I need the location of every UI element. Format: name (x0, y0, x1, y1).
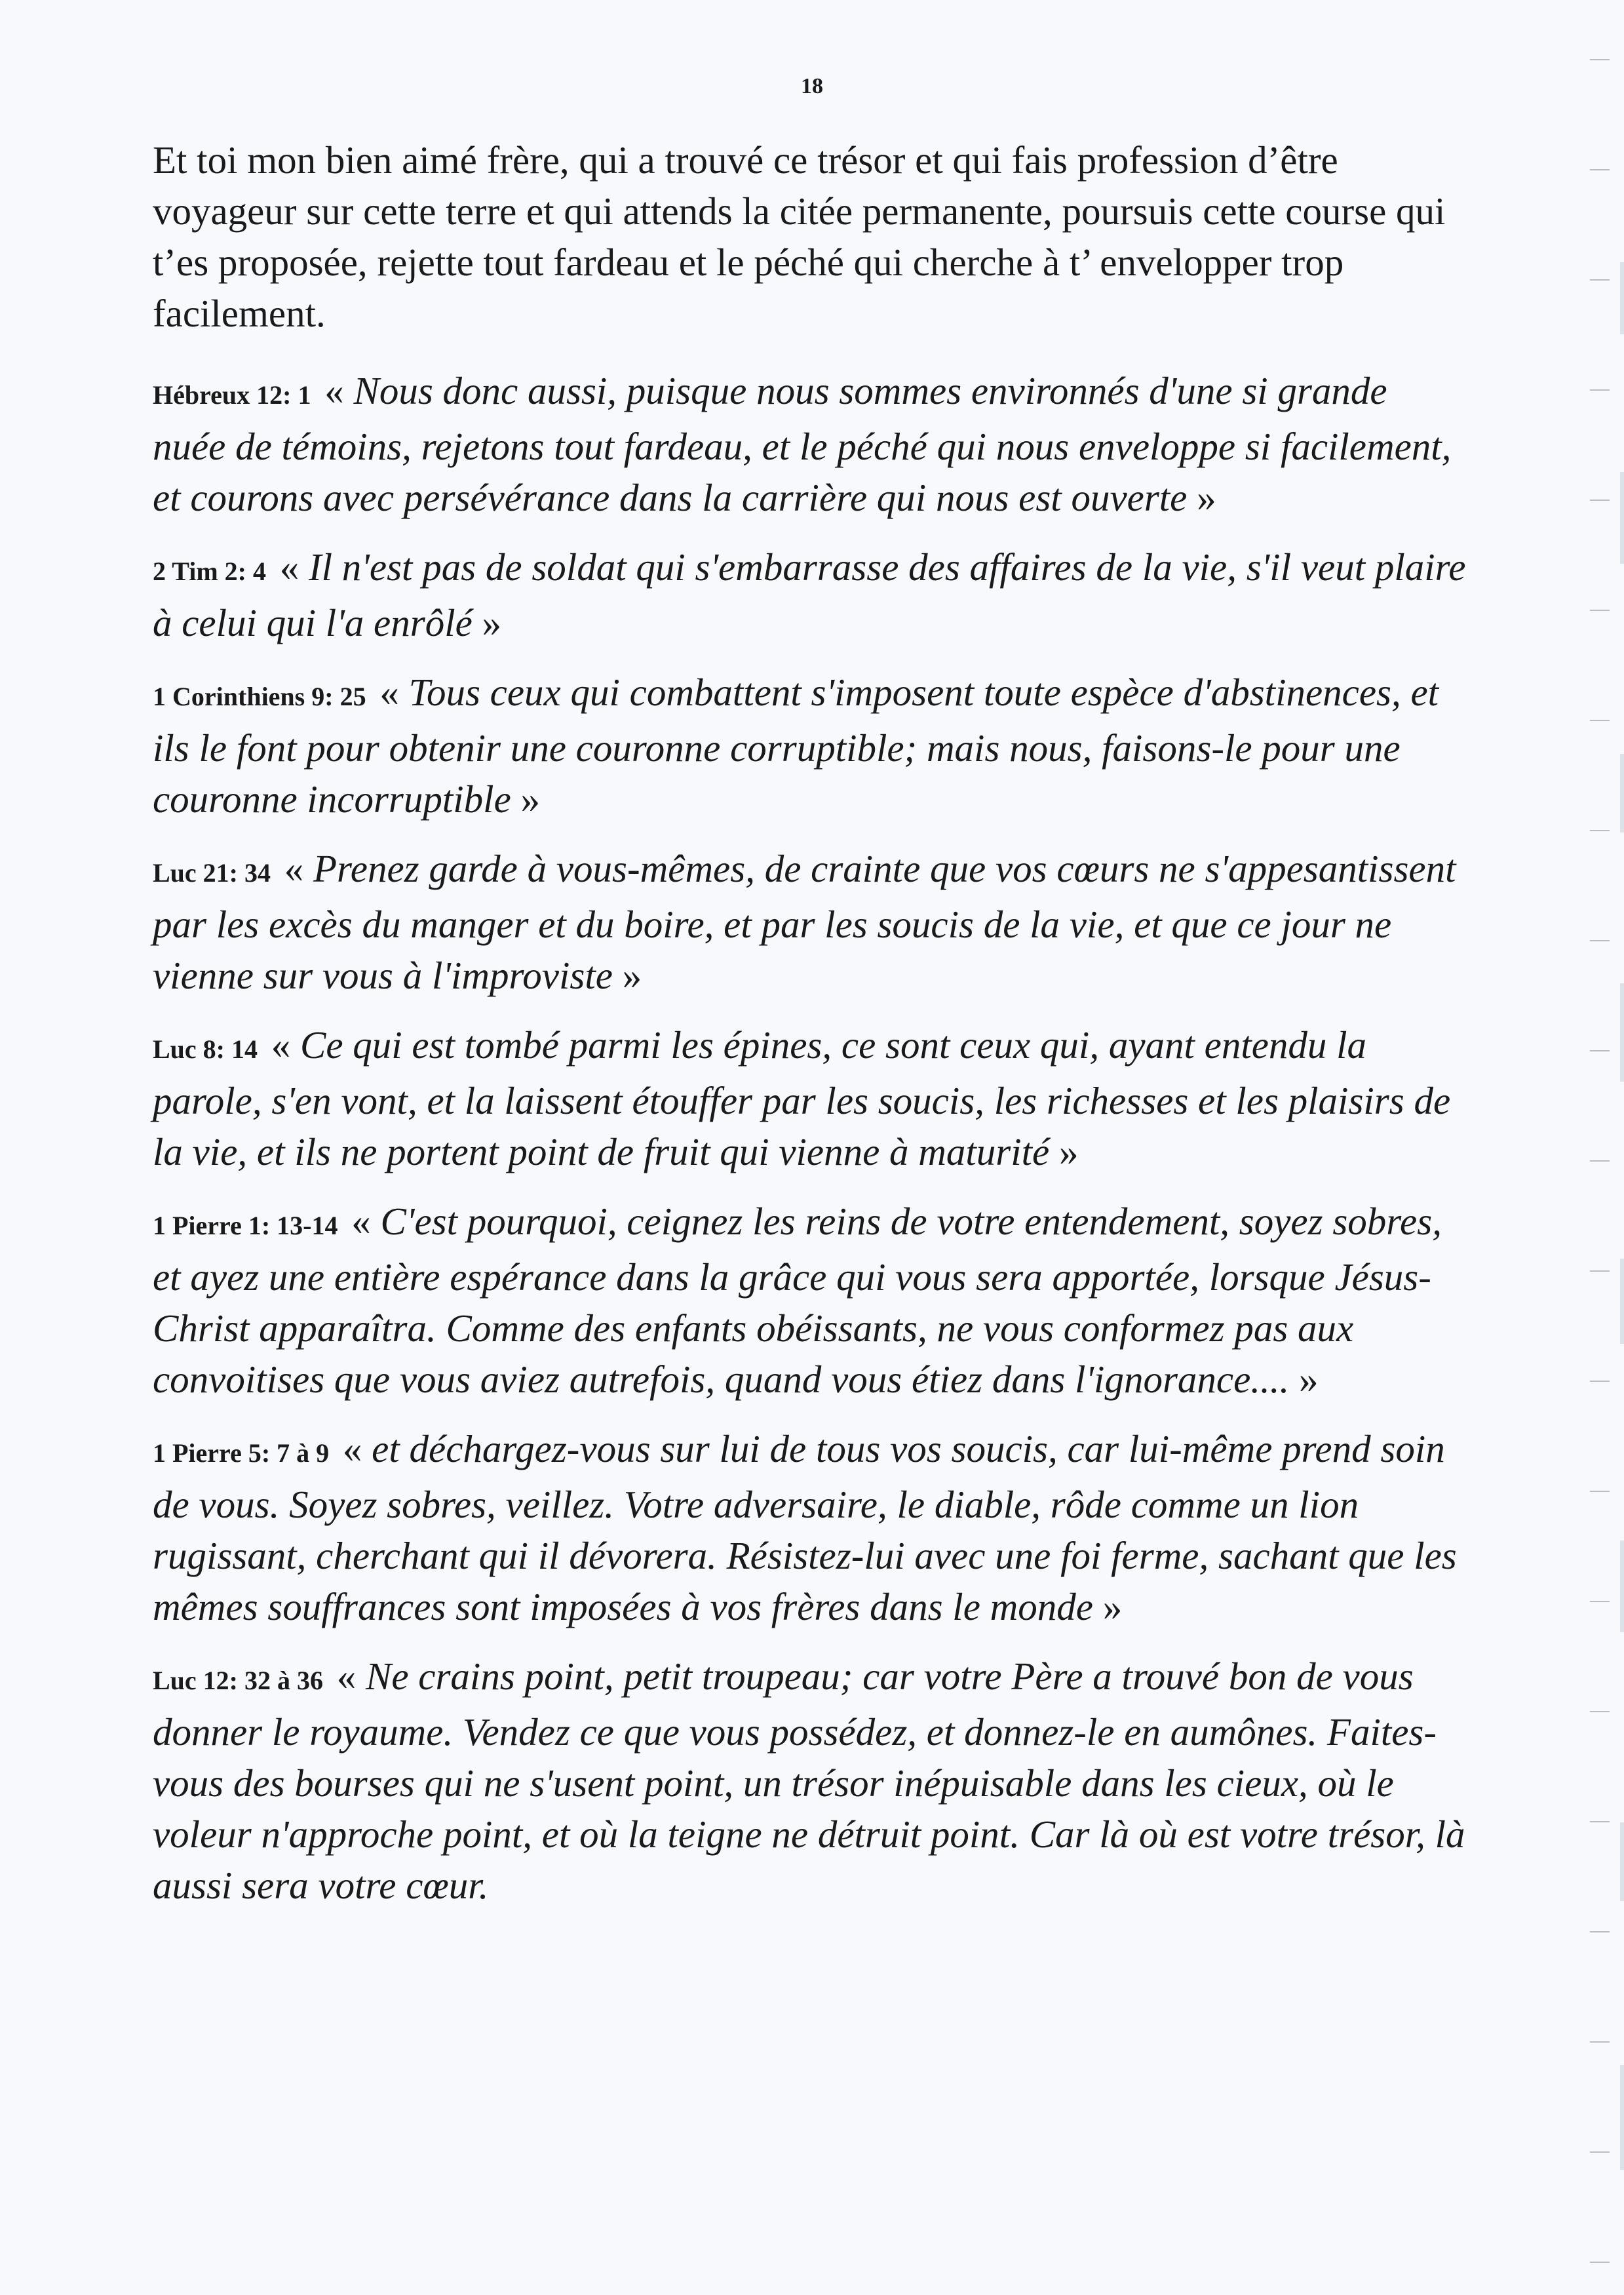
scripture-passage (153, 541, 1467, 648)
close-quote: » (1102, 1585, 1123, 1628)
scripture-text: Ne crains point, petit troupeau; car votre Père a trouvé bon de vous donner le royaume. Vendez ce que vous possédez, et donnez-le en aumônes. Faites-vous des bourses qui ne s'usent point, un trésor inépuisable dans les cieux, où le voleur n'approche point, et où la teigne ne détruit point. Car là où est votre trésor, là aussi sera votre cœur. (153, 1655, 1465, 1907)
open-quote: « (271, 1023, 291, 1067)
page-body (153, 134, 1467, 1929)
edge-tick (1590, 1931, 1610, 1932)
edge-tick (1590, 1381, 1610, 1382)
scripture-text: Ce qui est tombé parmi les épines, ce sont ceux qui, ayant entendu la parole, s'en vont, et la laissent étouffer par les soucis, les richesses et les plaisirs de la vie, et ils ne portent point de fruit qui vienne à maturité (153, 1023, 1451, 1173)
open-quote: « (379, 671, 399, 714)
scan-edge-marks (1565, 0, 1624, 2295)
close-quote: » (1299, 1358, 1319, 1401)
edge-bar (1620, 1822, 1624, 1901)
scripture-passage (153, 365, 1467, 523)
scripture-reference: Hébreux 12: 1 (153, 380, 311, 410)
edge-tick (1590, 2151, 1610, 2153)
scripture-reference: Luc 21: 34 (153, 858, 271, 888)
open-quote: « (351, 1200, 371, 1243)
close-quote: » (1197, 476, 1216, 519)
scripture-passage (153, 1019, 1467, 1177)
intro-paragraph: Et toi mon bien aimé frère, qui a trouvé ce trésor et qui fais profession d’être voyageur sur cette terre et qui attends la citée permanente, poursuis cette course qui t’es proposée, rejette tout fardeau et le péché qui cherche à t’ envelopper trop facilement. (153, 138, 1446, 335)
close-quote: » (1059, 1130, 1079, 1173)
edge-tick (1590, 1601, 1610, 1602)
edge-tick (1590, 1821, 1610, 1822)
scripture-text: C'est pourquoi, ceignez les reins de votre entendement, soyez sobres, et ayez une entière espérance dans la grâce qui vous sera apportée, lorsque Jésus-Christ apparaîtra. Comme des enfants obéissants, ne vous conformez pas aux convoitises que vous aviez autrefois, quand vous étiez dans l'ignorance.... (153, 1200, 1442, 1401)
scripture-reference: Luc 8: 14 (153, 1034, 258, 1064)
scripture-passage (153, 1651, 1467, 1911)
edge-tick (1590, 1050, 1610, 1051)
scripture-text: Il n'est pas de soldat qui s'embarrasse des affaires de la vie, s'il veut plaire à celui qui l'a enrôlé (153, 545, 1466, 644)
scripture-passage (153, 1423, 1467, 1632)
edge-bar (1620, 754, 1624, 833)
edge-tick (1590, 830, 1610, 831)
close-quote: » (622, 954, 642, 997)
edge-tick (1590, 1160, 1610, 1162)
edge-bar (1620, 262, 1624, 334)
open-quote: « (279, 545, 300, 589)
edge-bar (1620, 472, 1624, 564)
edge-tick (1590, 500, 1610, 501)
scripture-reference: 1 Corinthiens 9: 25 (153, 682, 366, 711)
edge-tick (1590, 1711, 1610, 1712)
edge-tick (1590, 610, 1610, 611)
edge-tick (1590, 59, 1610, 60)
scripture-text: Prenez garde à vous-mêmes, de crainte que vos cœurs ne s'appesantissent par les excès du manger et du boire, et par les soucis de la vie, et que ce jour ne vienne sur vous à l'improviste (153, 847, 1456, 997)
scripture-text: Tous ceux qui combattent s'imposent toute espèce d'abstinences, et ils le font pour obtenir une couronne corruptible; mais nous, faisons-le pour une couronne incorruptible (153, 671, 1439, 821)
scripture-reference: 2 Tim 2: 4 (153, 557, 266, 586)
close-quote: » (482, 601, 502, 644)
open-quote: « (324, 369, 344, 412)
scripture-passage (153, 667, 1467, 825)
edge-tick (1590, 940, 1610, 941)
scripture-reference: 1 Pierre 1: 13-14 (153, 1211, 338, 1240)
edge-tick (1590, 1491, 1610, 1492)
scripture-passage (153, 1196, 1467, 1405)
edge-tick (1590, 2262, 1610, 2263)
edge-tick (1590, 1270, 1610, 1272)
scripture-passage (153, 843, 1467, 1001)
edge-bar (1620, 2065, 1624, 2170)
page-number: 18 (801, 74, 823, 98)
edge-bar (1620, 1540, 1624, 1632)
edge-tick (1590, 2041, 1610, 2043)
close-quote: » (520, 777, 541, 821)
open-quote: « (342, 1427, 362, 1470)
edge-tick (1590, 169, 1610, 170)
edge-bar (1620, 983, 1624, 1082)
scripture-text: Nous donc aussi, puisque nous sommes environnés d'une si grande nuée de témoins, rejetons tout fardeau, et le péché qui nous enveloppe si facilement, et courons avec persévérance dans la carrière qui nous est ouverte (153, 369, 1452, 519)
scripture-text: et déchargez-vous sur lui de tous vos soucis, car lui-même prend soin de vous. Soyez sobres, veillez. Votre adversaire, le diable, rôde comme un lion rugissant, cherchant qui il dévorera. Résistez-lui avec une foi ferme, sachant que les mêmes souffrances sont imposées à vos frères dans le monde (153, 1427, 1457, 1628)
scripture-reference: 1 Pierre 5: 7 à 9 (153, 1438, 330, 1468)
edge-tick (1590, 389, 1610, 391)
open-quote: « (336, 1655, 357, 1698)
edge-tick (1590, 720, 1610, 721)
edge-tick (1590, 279, 1610, 281)
edge-bar (1620, 1259, 1624, 1344)
open-quote: « (284, 847, 304, 890)
scripture-reference: Luc 12: 32 à 36 (153, 1666, 323, 1695)
